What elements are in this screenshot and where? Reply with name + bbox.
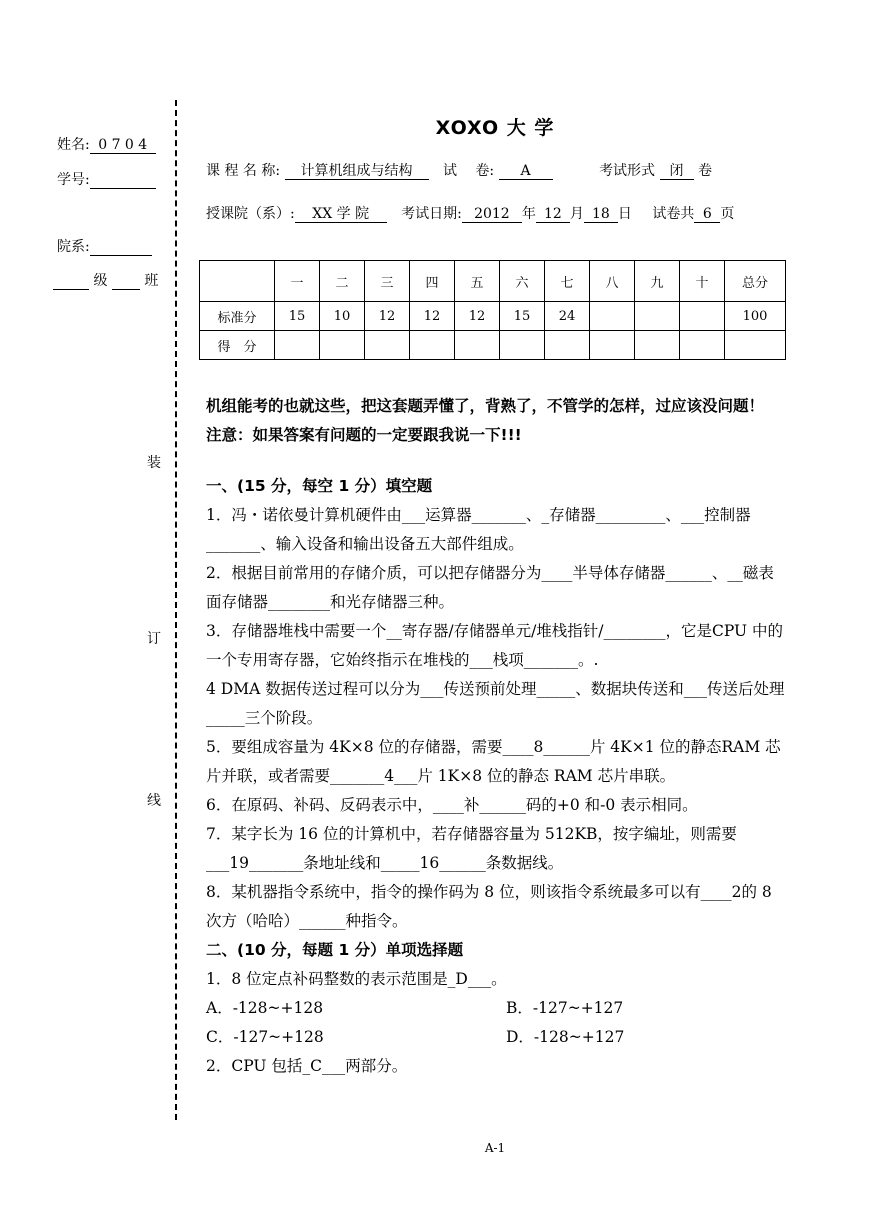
fill-question-3: 3．存储器堆栈中需要一个__寄存器/存储器单元/堆栈指针/________，它是CPU 中的一个专用寄存器，它始终指示在堆栈的___栈项_______。. [206,622,784,669]
obtained-score-cell: 得 分 [200,331,275,360]
obtained-score-cell [320,331,365,360]
exam-year: 2012 [462,206,522,223]
choice-question-2: 2．CPU 包括_C___两部分。 [206,1057,408,1075]
pages-unit: 页 [720,206,735,222]
standard-score-cell: 标准分 [200,302,275,331]
standard-score-cell [635,302,680,331]
obtained-score-cell [680,331,725,360]
obtained-score-cell [500,331,545,360]
binding-dashed-line [175,100,177,1120]
score-header-cell: 四 [410,261,455,302]
standard-score-cell: 24 [545,302,590,331]
student-id-label: 学号: [57,172,90,188]
standard-score-cell: 15 [500,302,545,331]
day-unit: 日 [617,206,632,222]
exam-form-value: 闭 [660,163,694,180]
bind-char-xian: 线 [147,793,161,809]
score-header-cell: 五 [455,261,500,302]
grade-class-field [53,270,158,290]
score-header-cell: 六 [500,261,545,302]
fill-question-1: 1．冯・诺依曼计算机硬件由___运算器_______、_存储器_________、___控制器_______、输入设备和输出设备五大部件组成。 [206,506,751,553]
score-header-cell: 总分 [725,261,786,302]
exam-form-suffix: 卷 [697,163,712,179]
standard-score-cell: 12 [455,302,500,331]
fill-question-2: 2．根据目前常用的存储介质，可以把存储器分为____半导体存储器______、__磁表面存储器________和光存储器三种。 [206,564,774,611]
score-table [199,260,786,360]
exam-form-label: 考试形式 [599,163,656,179]
date-label: 考试日期: [401,206,462,222]
spacer [206,450,786,472]
obtained-score-cell [590,331,635,360]
department-blank [90,239,152,256]
fill-question-6: 6．在原码、补码、反码表示中，____补______码的+0 和-0 表示相同。 [206,796,698,814]
standard-score-cell: 15 [275,302,320,331]
obtained-score-cell [545,331,590,360]
option-d: D．-128~+127 [506,1028,625,1046]
college-label: 授课院（系）: [206,206,295,222]
option-b: B．-127~+127 [506,999,624,1017]
bind-char-ding: 订 [147,631,161,647]
standard-score-cell [680,302,725,331]
score-header-cell: 一 [275,261,320,302]
header-line-course [206,160,712,180]
choice-options-row-1 [206,994,786,1023]
fill-question-7: 7．某字长为 16 位的计算机中，若存储器容量为 512KB，按字编址，则需要___19_______条地址线和_____16______条数据线。 [206,825,737,872]
class-label: 班 [144,273,159,289]
page-number: A-1 [484,1141,506,1155]
standard-score-cell: 12 [365,302,410,331]
course-label: 课 程 名 称: [206,163,281,179]
department-field [57,236,152,256]
fill-question-5: 5．要组成容量为 4K×8 位的存储器，需要____8______片 4K×1 位的静态RAM 芯片并联，或者需要_______4___片 1K×8 位的静态 RAM 芯片串联。 [206,738,781,785]
section2-heading: 二、(10 分，每题 1 分）单项选择题 [206,941,464,959]
standard-score-row [200,302,786,331]
fill-question-4: 4 DMA 数据传送过程可以分为___传送预前处理_____、数据块传送和___传送后处理_____三个阶段。 [206,680,785,727]
name-label: 姓名: [57,137,90,153]
pages-value: 6 [694,206,720,223]
fill-question-8: 8．某机器指令系统中，指令的操作码为 8 位，则该指令系统最多可以有____2的 8 次方（哈哈）______种指令。 [206,883,772,930]
year-unit: 年 [521,206,536,222]
score-header-cell: 十 [680,261,725,302]
score-header-cell: 七 [545,261,590,302]
obtained-score-cell [410,331,455,360]
standard-score-cell: 100 [725,302,786,331]
exam-day: 18 [584,206,618,223]
score-table-header-row [200,261,786,302]
pages-label: 试卷共 [652,206,695,222]
class-blank [112,273,140,290]
department-label: 院系: [57,239,90,255]
header-line-college [206,203,734,223]
student-id-field [57,169,156,189]
paper-value: A [499,163,553,180]
section1-heading: 一、(15 分，每空 1 分）填空题 [206,477,433,495]
option-a: A．-128~+128 [206,999,324,1017]
obtained-score-cell [275,331,320,360]
notice-line-2: 注意：如果答案有问题的一定要跟我说一下!!! [206,426,522,444]
course-value: 计算机组成与结构 [285,163,429,180]
exam-month: 12 [536,206,570,223]
obtained-score-row [200,331,786,360]
score-header-cell: 三 [365,261,410,302]
standard-score-cell: 10 [320,302,365,331]
grade-label: 级 [93,273,108,289]
obtained-score-cell [635,331,680,360]
student-id-blank [90,172,156,189]
standard-score-cell: 12 [410,302,455,331]
month-unit: 月 [569,206,584,222]
standard-score-cell [590,302,635,331]
college-value: XX 学 院 [295,206,387,223]
choice-options-row-2 [206,1023,786,1052]
page-title: XOXO 大 学 [435,117,555,139]
score-header-cell: 九 [635,261,680,302]
obtained-score-cell [725,331,786,360]
bind-char-zhuang: 装 [147,455,161,471]
choice-question-1: 1．8 位定点补码整数的表示范围是_D___。 [206,970,507,988]
grade-blank [53,273,89,290]
name-value: 0 7 0 4 [90,137,156,154]
notice-line-1: 机组能考的也就这些，把这套题弄懂了，背熟了，不管学的怎样，过应该没问题！ [206,397,765,415]
score-header-cell: 二 [320,261,365,302]
score-header-cell: 八 [590,261,635,302]
exam-body [206,392,786,1081]
paper-label: 试 卷: [442,163,495,179]
score-header-cell [200,261,275,302]
obtained-score-cell [455,331,500,360]
option-c: C．-127~+128 [206,1028,324,1046]
obtained-score-cell [365,331,410,360]
